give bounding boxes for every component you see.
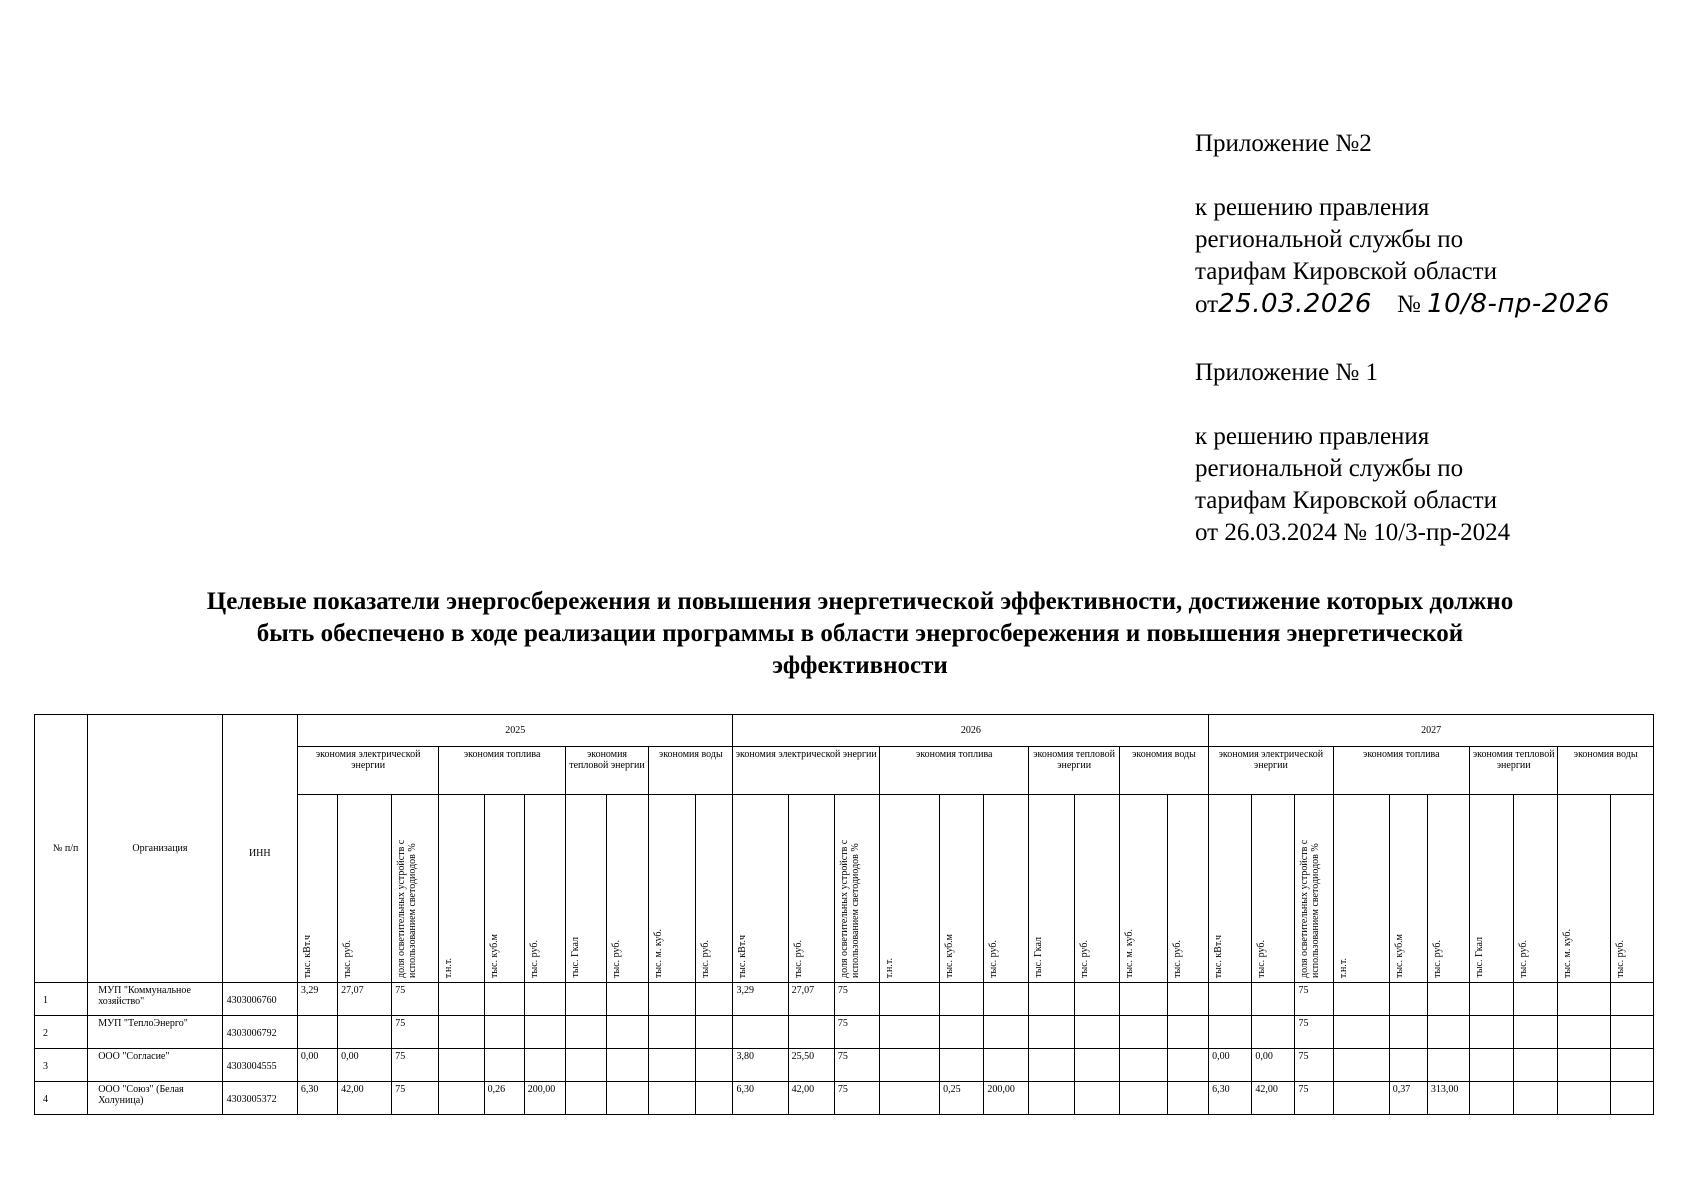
- value-cell: [606, 1082, 648, 1115]
- unit-label: тыс. куб.м: [944, 933, 956, 978]
- attachment-2-date-line: [1195, 288, 1610, 321]
- value-cell: [696, 983, 733, 1016]
- value-cell: [1119, 1082, 1167, 1115]
- value-cell: [879, 983, 939, 1016]
- inn-value: 4303004555: [222, 1049, 297, 1082]
- unit-header-cell: [1167, 795, 1208, 983]
- value-cell: 0,25: [940, 1082, 984, 1115]
- value-cell: 75: [1295, 983, 1333, 1016]
- value-cell: 42,00: [788, 1082, 834, 1115]
- value-cell: 0,00: [338, 1049, 392, 1082]
- value-cell: 75: [834, 1049, 879, 1082]
- value-cell: [439, 1016, 484, 1049]
- unit-label: тыс. руб.: [1614, 940, 1626, 978]
- value-cell: [606, 983, 648, 1016]
- value-cell: [1514, 1016, 1558, 1049]
- value-cell: [1333, 983, 1389, 1016]
- value-cell: [879, 1082, 939, 1115]
- value-cell: [1029, 983, 1074, 1016]
- header-group-water: экономия воды: [649, 747, 733, 795]
- value-cell: 6,30: [297, 1082, 337, 1115]
- value-cell: [1610, 1082, 1653, 1115]
- value-cell: [565, 1082, 606, 1115]
- value-cell: [1209, 983, 1252, 1016]
- unit-header-cell: [879, 795, 939, 983]
- value-cell: [1074, 1049, 1119, 1082]
- number-prefix: №: [1396, 291, 1421, 318]
- value-cell: [696, 1082, 733, 1115]
- value-cell: [484, 1049, 524, 1082]
- value-cell: [565, 983, 606, 1016]
- value-cell: 75: [392, 1049, 439, 1082]
- value-cell: [696, 1049, 733, 1082]
- unit-header-cell: [1119, 795, 1167, 983]
- inn-value: 4303006760: [222, 983, 297, 1016]
- value-cell: [984, 983, 1029, 1016]
- value-cell: [649, 1016, 696, 1049]
- unit-label: тыс. руб.: [1518, 940, 1530, 978]
- value-cell: 0,00: [297, 1049, 337, 1082]
- unit-header-cell: [1209, 795, 1252, 983]
- attachment-1-line-4: от 26.03.2024 № 10/3-пр-2024: [1195, 519, 1511, 546]
- value-cell: [1389, 1049, 1427, 1082]
- unit-header-cell: [1074, 795, 1119, 983]
- value-cell: [1610, 1016, 1653, 1049]
- value-cell: 0,26: [484, 1082, 524, 1115]
- unit-header-cell: [1333, 795, 1389, 983]
- attachment-2-line-1: к решению правления: [1195, 194, 1430, 221]
- value-cell: [1470, 1049, 1514, 1082]
- value-cell: [1252, 1016, 1295, 1049]
- value-cell: [1389, 983, 1427, 1016]
- header-group-heat: экономия тепловой энергии: [1470, 747, 1558, 795]
- unit-header-cell: [1470, 795, 1514, 983]
- unit-label: тыс. куб.м: [488, 933, 500, 978]
- header-group-water: экономия воды: [1558, 747, 1654, 795]
- unit-header-cell: [524, 795, 565, 983]
- value-cell: [1029, 1049, 1074, 1082]
- value-cell: [940, 1016, 984, 1049]
- header-group-electric: экономия электрической энергии: [1209, 747, 1333, 795]
- unit-header-cell: [1427, 795, 1469, 983]
- value-cell: [565, 1016, 606, 1049]
- header-group-electric: экономия электрической энергии: [297, 747, 438, 795]
- attachment-2-block: [1195, 128, 1610, 321]
- value-cell: [338, 1016, 392, 1049]
- unit-header-cell: [834, 795, 879, 983]
- attachment-1-line-2: региональной службы по: [1195, 455, 1464, 482]
- value-cell: [1610, 983, 1653, 1016]
- value-cell: 42,00: [1252, 1082, 1295, 1115]
- value-cell: [1427, 1049, 1469, 1082]
- value-cell: [1558, 1049, 1610, 1082]
- unit-label: тыс. руб.: [700, 940, 712, 978]
- value-cell: [1333, 1049, 1389, 1082]
- organization-name: МУП "Коммунальное хозяйство": [88, 983, 222, 1016]
- document-title-line-3: эффективности: [772, 652, 948, 679]
- value-cell: [1029, 1016, 1074, 1049]
- value-cell: [524, 1016, 565, 1049]
- unit-header-cell: [1558, 795, 1610, 983]
- value-cell: [484, 983, 524, 1016]
- unit-label: тыс. кВт.ч: [1213, 934, 1225, 978]
- unit-header-cell: [1252, 795, 1295, 983]
- value-cell: 200,00: [984, 1082, 1029, 1115]
- header-group-fuel: экономия топлива: [879, 747, 1029, 795]
- unit-label: доля осветительных устройств с использованием светодиодов %: [838, 839, 861, 978]
- value-cell: [1427, 983, 1469, 1016]
- organization-name: ООО "Союз" (Белая Холуница): [88, 1082, 222, 1115]
- value-cell: [439, 1082, 484, 1115]
- row-number: 2: [35, 1016, 88, 1049]
- unit-label: тыс. м. куб.: [653, 928, 665, 978]
- value-cell: [1427, 1016, 1469, 1049]
- attachment-1-title: Приложение № 1: [1195, 359, 1379, 386]
- value-cell: [439, 983, 484, 1016]
- value-cell: 42,00: [338, 1082, 392, 1115]
- value-cell: 200,00: [524, 1082, 565, 1115]
- table-row: [35, 1016, 1654, 1049]
- value-cell: 3,80: [733, 1049, 788, 1082]
- value-cell: 75: [834, 1082, 879, 1115]
- value-cell: [696, 1016, 733, 1049]
- inn-value: 4303006792: [222, 1016, 297, 1049]
- value-cell: 27,07: [338, 983, 392, 1016]
- unit-label: тыс. м. куб.: [1562, 928, 1574, 978]
- header-year-2026: 2026: [733, 715, 1209, 747]
- unit-header-cell: [484, 795, 524, 983]
- value-cell: [879, 1016, 939, 1049]
- attachment-2-line-3: тарифам Кировской области: [1195, 258, 1497, 285]
- document-title: [60, 586, 1660, 682]
- unit-label: тыс. руб.: [1431, 940, 1443, 978]
- value-cell: [984, 1016, 1029, 1049]
- value-cell: [1558, 983, 1610, 1016]
- value-cell: [1558, 1082, 1610, 1115]
- unit-label: тыс. Гкал: [1033, 937, 1045, 978]
- value-cell: [1167, 1049, 1208, 1082]
- unit-label: тыс. руб.: [1171, 940, 1183, 978]
- value-cell: 75: [392, 983, 439, 1016]
- handwritten-date: 25.03.2026: [1218, 289, 1372, 319]
- unit-header-cell: [297, 795, 337, 983]
- unit-label: тыс. кВт.ч: [301, 934, 313, 978]
- value-cell: [1074, 1082, 1119, 1115]
- document-title-line-2: быть обеспечено в ходе реализации программы в области энергосбережения и повышения энергетической: [256, 620, 1464, 647]
- value-cell: 0,37: [1389, 1082, 1427, 1115]
- value-cell: 3,29: [297, 983, 337, 1016]
- header-num: № п/п: [35, 715, 88, 983]
- row-number: 3: [35, 1049, 88, 1082]
- unit-header-cell: [940, 795, 984, 983]
- value-cell: [649, 983, 696, 1016]
- value-cell: 75: [392, 1016, 439, 1049]
- value-cell: 0,00: [1209, 1049, 1252, 1082]
- unit-label: т.н.т.: [1337, 957, 1349, 978]
- value-cell: 75: [1295, 1082, 1333, 1115]
- unit-header-cell: [696, 795, 733, 983]
- value-cell: [484, 1016, 524, 1049]
- value-cell: [1119, 1049, 1167, 1082]
- inn-value: 4303005372: [222, 1082, 297, 1115]
- unit-label: т.н.т.: [443, 957, 455, 978]
- unit-header-cell: [788, 795, 834, 983]
- value-cell: [1074, 1016, 1119, 1049]
- attachment-1-block: [1195, 357, 1510, 549]
- date-prefix: от: [1195, 291, 1219, 318]
- value-cell: [1167, 1082, 1208, 1115]
- unit-header-cell: [439, 795, 484, 983]
- unit-label: тыс. руб.: [792, 940, 804, 978]
- unit-label: тыс. куб.м: [1393, 933, 1405, 978]
- attachment-1-line-3: тарифам Кировской области: [1195, 487, 1497, 514]
- header-group-heat: экономия тепловой энергии: [1029, 747, 1119, 795]
- unit-label: тыс. руб.: [1078, 940, 1090, 978]
- value-cell: [1252, 983, 1295, 1016]
- unit-label: тыс. руб.: [342, 940, 354, 978]
- unit-header-cell: [1514, 795, 1558, 983]
- unit-label: тыс. Гкал: [569, 937, 581, 978]
- unit-header-cell: [984, 795, 1029, 983]
- document-title-line-1: Целевые показатели энергосбережения и повышения энергетической эффективности, достижение которых должно: [206, 588, 1514, 615]
- unit-header-cell: [565, 795, 606, 983]
- handwritten-number: 10/8-пр-2026: [1427, 289, 1610, 319]
- value-cell: [940, 1049, 984, 1082]
- value-cell: [1558, 1016, 1610, 1049]
- unit-label: доля осветительных устройств с использованием светодиодов %: [396, 839, 419, 978]
- table-row: [35, 1049, 1654, 1082]
- attachment-2-line-2: региональной службы по: [1195, 226, 1464, 253]
- value-cell: [649, 1049, 696, 1082]
- value-cell: [1209, 1016, 1252, 1049]
- value-cell: [1333, 1082, 1389, 1115]
- unit-label: тыс. руб.: [1256, 940, 1268, 978]
- header-year-2025: 2025: [297, 715, 733, 747]
- value-cell: [524, 983, 565, 1016]
- value-cell: [649, 1082, 696, 1115]
- value-cell: 25,50: [788, 1049, 834, 1082]
- value-cell: [1119, 1016, 1167, 1049]
- header-group-fuel: экономия топлива: [439, 747, 565, 795]
- value-cell: [1514, 983, 1558, 1016]
- value-cell: 75: [1295, 1049, 1333, 1082]
- value-cell: [984, 1049, 1029, 1082]
- value-cell: 27,07: [788, 983, 834, 1016]
- value-cell: [297, 1016, 337, 1049]
- header-year-2027: 2027: [1209, 715, 1654, 747]
- value-cell: [879, 1049, 939, 1082]
- organization-name: ООО "Согласие": [88, 1049, 222, 1082]
- unit-header-cell: [733, 795, 788, 983]
- value-cell: [606, 1016, 648, 1049]
- table-body: [35, 983, 1654, 1115]
- value-cell: [1389, 1016, 1427, 1049]
- value-cell: [733, 1016, 788, 1049]
- unit-label: тыс. руб.: [610, 940, 622, 978]
- value-cell: [1167, 1016, 1208, 1049]
- unit-header-cell: [1610, 795, 1653, 983]
- header-group-heat: экономия тепловой энергии: [565, 747, 648, 795]
- unit-label: тыс. Гкал: [1474, 937, 1486, 978]
- value-cell: 75: [834, 1016, 879, 1049]
- unit-header-cell: [606, 795, 648, 983]
- value-cell: [565, 1049, 606, 1082]
- organization-name: МУП "ТеплоЭнерго": [88, 1016, 222, 1049]
- unit-label: тыс. руб.: [528, 940, 540, 978]
- value-cell: [1610, 1049, 1653, 1082]
- table-row: [35, 1082, 1654, 1115]
- value-cell: [1074, 983, 1119, 1016]
- row-number: 1: [35, 983, 88, 1016]
- value-cell: 75: [392, 1082, 439, 1115]
- unit-label: тыс. кВт.ч: [737, 934, 749, 978]
- targets-table: [34, 714, 1654, 1115]
- value-cell: [524, 1049, 565, 1082]
- unit-label: тыс. м. куб.: [1123, 928, 1135, 978]
- value-cell: 6,30: [1209, 1082, 1252, 1115]
- value-cell: [1470, 1082, 1514, 1115]
- table-row: [35, 983, 1654, 1016]
- value-cell: [1029, 1082, 1074, 1115]
- unit-header-cell: [392, 795, 439, 983]
- unit-header-cell: [338, 795, 392, 983]
- header-group-electric: экономия электрической энергии: [733, 747, 880, 795]
- row-number: 4: [35, 1082, 88, 1115]
- header-group-water: экономия воды: [1119, 747, 1208, 795]
- value-cell: [1119, 983, 1167, 1016]
- value-cell: [1333, 1016, 1389, 1049]
- unit-label: т.н.т.: [883, 957, 895, 978]
- value-cell: 3,29: [733, 983, 788, 1016]
- value-cell: [788, 1016, 834, 1049]
- value-cell: [940, 983, 984, 1016]
- unit-label: тыс. руб.: [988, 940, 1000, 978]
- value-cell: [1514, 1082, 1558, 1115]
- value-cell: [1514, 1049, 1558, 1082]
- unit-header-cell: [1389, 795, 1427, 983]
- value-cell: [606, 1049, 648, 1082]
- value-cell: 6,30: [733, 1082, 788, 1115]
- value-cell: 0,00: [1252, 1049, 1295, 1082]
- unit-header-cell: [1029, 795, 1074, 983]
- value-cell: [1470, 1016, 1514, 1049]
- value-cell: 75: [1295, 1016, 1333, 1049]
- unit-header-cell: [1295, 795, 1333, 983]
- value-cell: [1167, 983, 1208, 1016]
- unit-label: доля осветительных устройств с использованием светодиодов %: [1299, 839, 1322, 978]
- attachment-1-line-1: к решению правления: [1195, 423, 1430, 450]
- value-cell: 313,00: [1427, 1082, 1469, 1115]
- value-cell: [439, 1049, 484, 1082]
- value-cell: 75: [834, 983, 879, 1016]
- header-organization: Организация: [88, 715, 222, 983]
- attachment-2-title: Приложение №2: [1195, 130, 1372, 157]
- header-inn: ИНН: [222, 715, 297, 983]
- header-group-fuel: экономия топлива: [1333, 747, 1469, 795]
- value-cell: [1470, 983, 1514, 1016]
- unit-header-cell: [649, 795, 696, 983]
